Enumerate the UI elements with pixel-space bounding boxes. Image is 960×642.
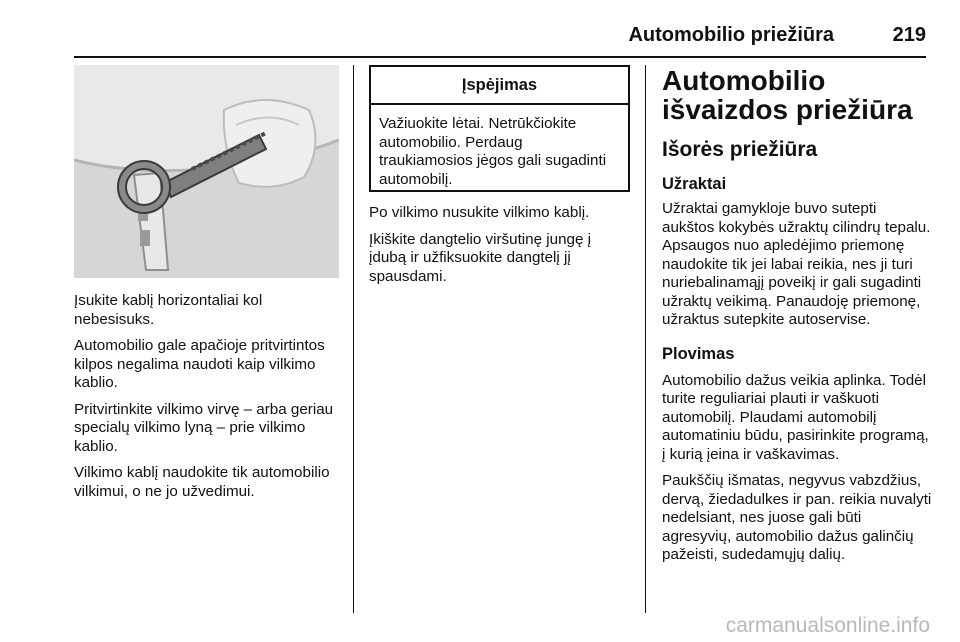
middle-column-text [369,204,631,286]
right-column [662,66,932,565]
warning-text: Važiuokite lėtai. Netrūkčiokite automobilio. Perdaug traukiamosios jėgos gali sugadinti automobilį. [379,115,607,188]
paragraph: Paukščių išmatas, negyvus vabzdžius, dervą, žiedadulkes ir pan. reikia nuvalyti nedelsiant, nes juose gali būti agresyvių, automobilio dažus galinčių pažeisti, sudedamųjų dalių. [662,472,932,563]
page-number: 219 [892,24,926,46]
tow-hook-illustration-icon [74,65,339,278]
paragraph: Įkiškite dangtelio viršutinę jungę į įdubą ir užfiksuokite dangtelį jį spausdami. [369,230,592,285]
watermark: carmanualsonline.info [725,614,930,637]
paragraph: Automobilio gale apačioje pritvirtintos kilpos negalima naudoti kaip vilkimo kablio. [74,337,325,391]
section-heading: Automobilio išvaizdos priežiūra [662,65,913,125]
column-divider-2 [645,65,646,613]
warning-title: Įspėjimas [371,67,628,105]
warning-box [369,65,630,192]
page-header [74,16,926,58]
subsection-heading: Išorės priežiūra [662,138,818,161]
paragraph: Pritvirtinkite vilkimo virvę – arba geriau specialų vilkimo lyną – prie vilkimo kablio. [74,400,334,455]
column-divider-1 [353,65,354,613]
left-column-text [74,292,344,501]
running-title: Automobilio priežiūra [628,24,834,46]
paragraph: Automobilio dažus veikia aplinka. Todėl turite reguliariai plauti ir vaškuoti automobilį. Plaudami automobilį automatiniu būdu, pasirinkite programą, į kurią įeina ir vaškavimas. [662,371,929,463]
paragraph: Įsukite kablį horizontaliai kol nebesisuks. [74,292,263,328]
paragraph: Vilkimo kablį naudokite tik automobilio vilkimui, o ne jo užvedimui. [74,464,330,500]
topic-heading-locks: Užraktai [662,175,727,193]
paragraph: Po vilkimo nusukite vilkimo kablį. [369,204,590,221]
paragraph: Užraktai gamykloje buvo sutepti aukštos kokybės užraktų cilindrų tepalu. Apsaugos nuo apledėjimo priemonę naudokite tik jei labai reikia, nes ji turi nuriebalinamąjį poveikį ir gali sugadinti užraktų veikimą. Panaudoję priemonę, užraktus sutepkite autoservise. [662,200,931,328]
topic-heading-washing: Plovimas [662,344,735,363]
